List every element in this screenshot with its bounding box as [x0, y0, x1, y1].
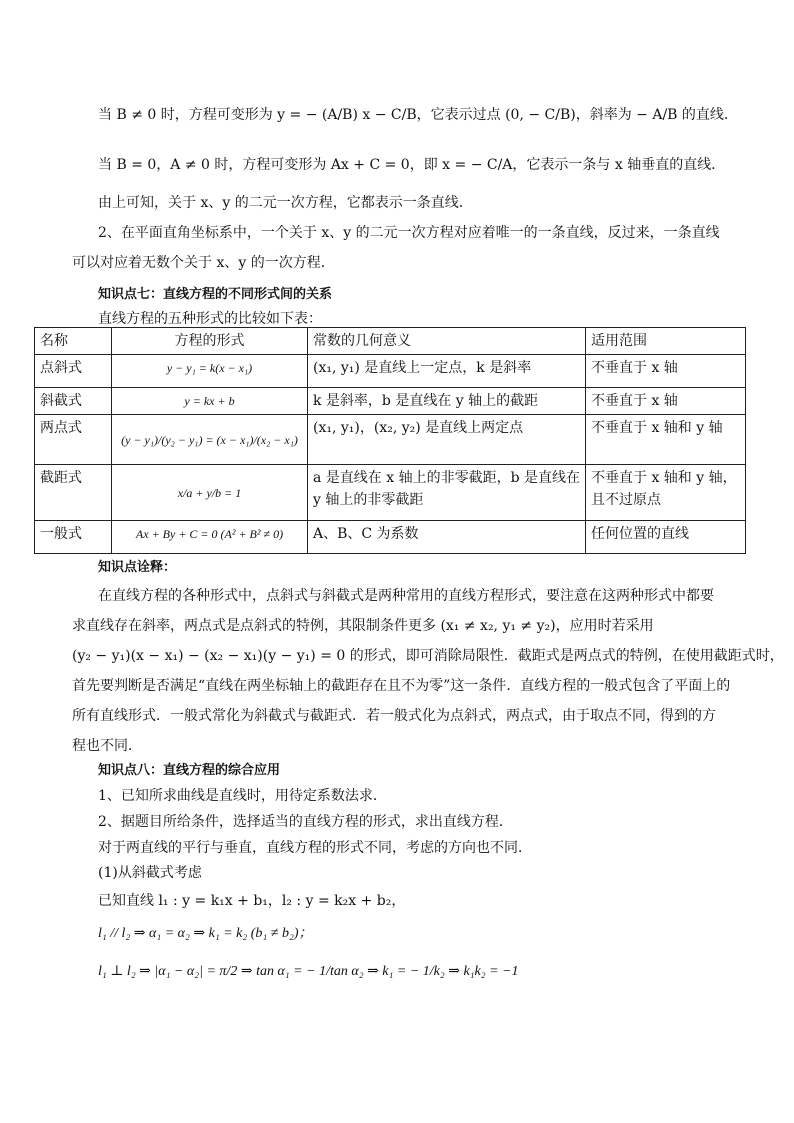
section8-item-6: l₁ // l₂ ⇒ α₁ = α₂ ⇒ k₁ = k₂ (b₁ ≠ b₂)； [98, 926, 313, 941]
row-name: 斜截式 [35, 388, 112, 415]
row-name: 截距式 [35, 465, 112, 521]
note-line-2: 求直线存在斜率，两点式是点斜式的特例，其限制条件更多 (x₁ ≠ x₂, y₁ ≠ y₂)，应用时若采用 [72, 618, 654, 634]
table-header-row [35, 328, 746, 355]
intro-p4a: 2、在平面直角坐标系中，一个关于 x、y 的二元一次方程对应着唯一的一条直线，反过来，一条直线 [98, 225, 720, 241]
row-range: 不垂直于 x 轴 [586, 355, 746, 388]
row-meaning: A、B、C 为系数 [308, 521, 586, 554]
row-meaning: k 是斜率，b 是直线在 y 轴上的截距 [308, 388, 586, 415]
row-meaning: (x₁, y₁) 是直线上一定点，k 是斜率 [308, 355, 586, 388]
section8-item-5: 已知直线 l₁ : y = k₁x + b₁，l₂ : y = k₂x + b₂， [98, 893, 406, 909]
intro-p2: 当 B = 0，A ≠ 0 时，方程可变形为 Ax + C = 0，即 x = − C/A，它表示一条与 x 轴垂直的直线． [98, 157, 726, 173]
row-name: 一般式 [35, 521, 112, 554]
row-meaning: a 是直线在 x 轴上的非零截距，b 是直线在 y 轴上的非零截距 [308, 465, 586, 521]
table-row [35, 465, 746, 521]
section8-item-7: l₁ ⊥ l₂ ⇒ |α₁ − α₂| = π/2 ⇒ tan α₁ = − 1/tan α₂ ⇒ k₁ = − 1/k₂ ⇒ k₁k₂ = −1 [98, 964, 519, 979]
row-name: 两点式 [35, 415, 112, 465]
table-header-cell: 方程的形式 [112, 328, 308, 355]
row-name: 点斜式 [35, 355, 112, 388]
note-line-6: 程也不同． [72, 738, 142, 754]
row-range: 不垂直于 x 轴 [586, 388, 746, 415]
note-title: 知识点诠释： [98, 560, 177, 575]
section8-title: 知识点八：直线方程的综合应用 [98, 763, 281, 778]
row-range: 不垂直于 x 轴和 y 轴，且不过原点 [586, 465, 746, 521]
row-form: y = kx + b [112, 388, 308, 415]
section8-item-4: (1)从斜截式考虑 [98, 865, 202, 881]
section8-item-3: 对于两直线的平行与垂直，直线方程的形式不同，考虑的方向也不同． [98, 840, 532, 856]
row-meaning: (x₁, y₁)，(x₂, y₂) 是直线上两定点 [308, 415, 586, 465]
intro-p4b: 可以对应着无数个关于 x、y 的一次方程． [72, 255, 335, 271]
note-line-4: 首先要判断是否满足“直线在两坐标轴上的截距存在且不为零”这一条件．直线方程的一般式包含了平面上的 [72, 678, 731, 694]
section8-item-1: 1、已知所求曲线是直线时，用待定系数法求． [98, 788, 387, 804]
row-form: (y − y₁)/(y₂ − y₁) = (x − x₁)/(x₂ − x₁) [112, 415, 308, 465]
row-form: y − y₁ = k(x − x₁) [112, 355, 308, 388]
table-row [35, 521, 746, 554]
section7-caption: 直线方程的五种形式的比较如下表： [98, 311, 322, 327]
row-form: x/a + y/b = 1 [112, 465, 308, 521]
intro-p1: 当 B ≠ 0 时，方程可变形为 y = − (A/B) x − C/B，它表示过点 (0, − C/B)，斜率为 − A/B 的直线． [98, 107, 738, 123]
row-form: Ax + By + C = 0 (A² + B² ≠ 0) [112, 521, 308, 554]
table-row [35, 388, 746, 415]
intro-p3: 由上可知，关于 x、y 的二元一次方程，它都表示一条直线． [98, 195, 473, 211]
table-header-cell: 常数的几何意义 [308, 328, 586, 355]
note-line-1: 在直线方程的各种形式中，点斜式与斜截式是两种常用的直线方程形式，要注意在这两种形式中都要 [98, 588, 714, 604]
section7-title: 知识点七：直线方程的不同形式间的关系 [98, 287, 333, 302]
note-line-3: (y₂ − y₁)(x − x₁) − (x₂ − x₁)(y − y₁) = 0 的形式，即可消除局限性．截距式是两点式的特例，在使用截距式时， [72, 648, 784, 664]
table-header-cell: 名称 [35, 328, 112, 355]
row-range: 任何位置的直线 [586, 521, 746, 554]
comparison-table [34, 327, 746, 554]
row-range: 不垂直于 x 轴和 y 轴 [586, 415, 746, 465]
table-row [35, 415, 746, 465]
note-line-5: 所有直线形式．一般式常化为斜截式与截距式．若一般式化为点斜式，两点式，由于取点不同，得到的方 [72, 708, 716, 724]
table-header-cell: 适用范围 [586, 328, 746, 355]
section8-item-2: 2、据题目所给条件，选择适当的直线方程的形式，求出直线方程． [98, 814, 513, 830]
table-row [35, 355, 746, 388]
